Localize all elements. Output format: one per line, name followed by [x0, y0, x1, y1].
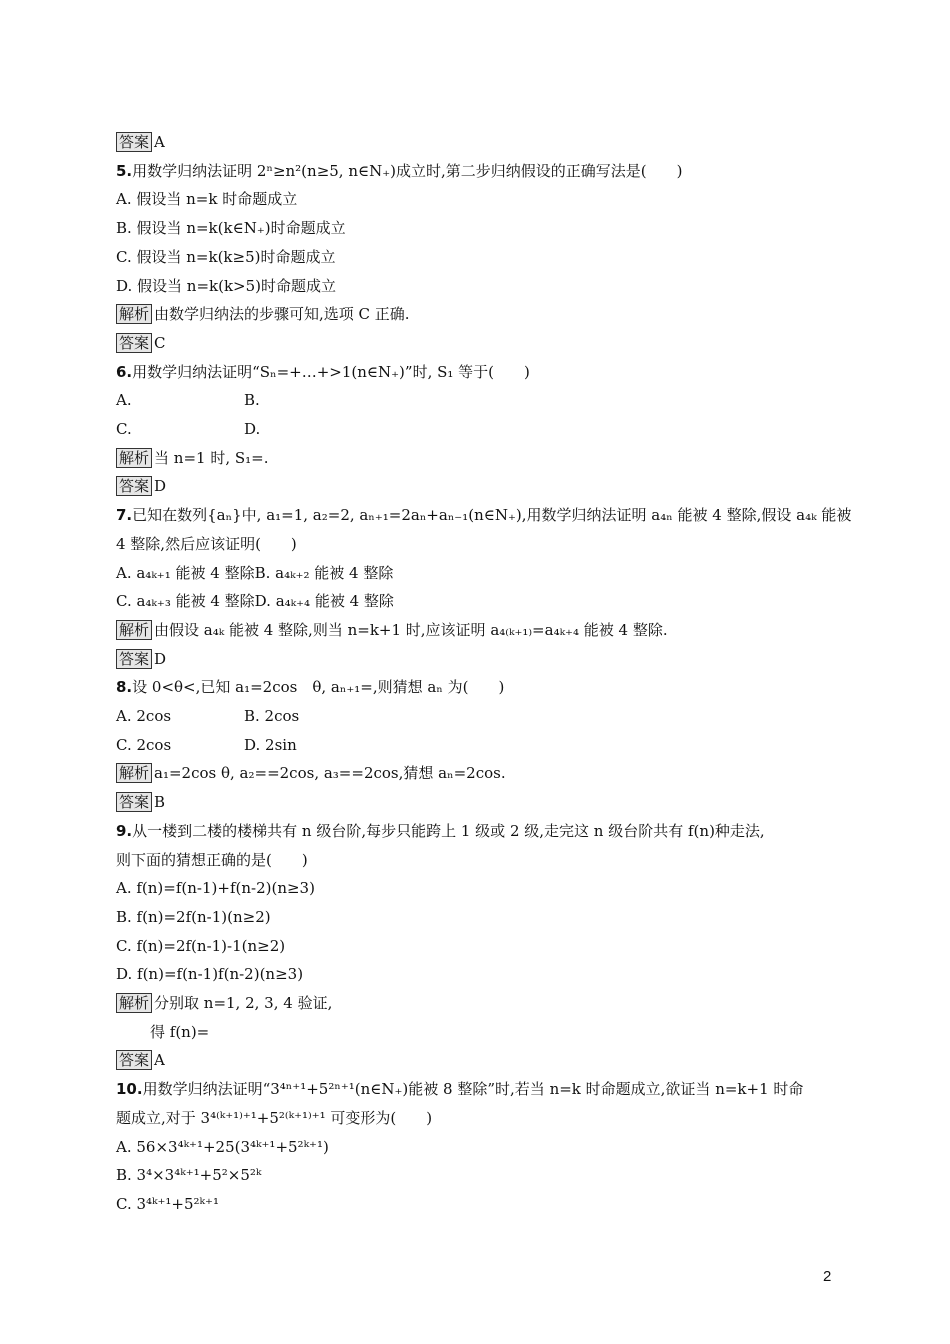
analysis-tag: 解析: [116, 993, 152, 1013]
text-line: [116, 419, 132, 439]
analysis-tag: 解析: [116, 448, 152, 468]
line-text: A: [154, 1051, 165, 1069]
question-number: 6.: [116, 363, 133, 381]
text-line: [116, 620, 668, 640]
line-text: a₁=2cos θ, a₂==2cos, a₃==2cos,猜想 aₙ=2cos.: [154, 764, 506, 782]
option-text: B.: [244, 391, 260, 409]
line-text: B. 假设当 n=k(k∈N₊)时命题成立: [116, 219, 346, 237]
text-line: [116, 1137, 329, 1157]
answer-tag: 答案: [116, 333, 152, 353]
line-text: 题成立,对于 3⁴⁽ᵏ⁺¹⁾⁺¹+5²⁽ᵏ⁺¹⁾⁺¹ 可变形为( ): [116, 1109, 433, 1127]
text-line: [116, 792, 165, 812]
text-line: [116, 247, 335, 267]
line-text: D: [154, 477, 167, 495]
text-line: [116, 936, 285, 956]
answer-tag: 答案: [116, 649, 152, 669]
line-text: B. f(n)=2f(n-1)(n≥2): [116, 908, 271, 926]
line-text: A. a₄ₖ₊₁ 能被 4 整除B. a₄ₖ₊₂ 能被 4 整除: [116, 564, 394, 582]
text-line: [116, 821, 765, 841]
line-text: 用数学归纳法证明“Sₙ=+…+>1(n∈N₊)”时, S₁ 等于( ): [132, 363, 530, 381]
text-line: [116, 706, 171, 726]
line-text: C. a₄ₖ₊₃ 能被 4 整除D. a₄ₖ₊₄ 能被 4 整除: [116, 592, 394, 610]
question-number: 8.: [116, 678, 133, 696]
text-line: [116, 649, 166, 669]
line-text: B. 3⁴×3⁴ᵏ⁺¹+5²×5²ᵏ: [116, 1166, 262, 1184]
text-line: [116, 1108, 432, 1128]
text-line: [116, 1165, 261, 1185]
line-text: 得 f(n)=: [150, 1023, 210, 1041]
text-line: [116, 132, 165, 152]
line-text: A. 56×3⁴ᵏ⁺¹+25(3⁴ᵏ⁺¹+5²ᵏ⁺¹): [116, 1138, 329, 1156]
text-line: [116, 1050, 165, 1070]
text-line: [116, 161, 682, 181]
line-text: C: [154, 334, 166, 352]
line-text: 分别取 n=1, 2, 3, 4 验证,: [154, 994, 333, 1012]
line-text: A. f(n)=f(n-1)+f(n-2)(n≥3): [116, 879, 315, 897]
answer-tag: 答案: [116, 476, 152, 496]
page-number: 2: [823, 1268, 832, 1285]
text-line: [116, 390, 132, 410]
text-line: [116, 448, 269, 468]
line-text: B: [154, 793, 166, 811]
line-text: 从一楼到二楼的楼梯共有 n 级台阶,每步只能跨上 1 级或 2 级,走完这 n 级台阶共有 f(n)种走法,: [132, 822, 765, 840]
analysis-tag: 解析: [116, 304, 152, 324]
question-number: 9.: [116, 822, 133, 840]
option-text: D. 2sin: [244, 736, 297, 754]
line-text: 设 0<θ<,已知 a₁=2cos θ, aₙ₊₁=,则猜想 aₙ 为( ): [132, 678, 505, 696]
line-text: C. 假设当 n=k(k≥5)时命题成立: [116, 248, 336, 266]
text-line: [116, 1194, 219, 1214]
line-text: 由假设 a₄ₖ 能被 4 整除,则当 n=k+1 时,应该证明 a₄₍ₖ₊₁₎=a₄ₖ₊₄ 能被 4 整除.: [154, 621, 668, 639]
text-line: [116, 362, 530, 382]
line-text: 已知在数列{aₙ}中, a₁=1, a₂=2, aₙ₊₁=2aₙ+aₙ₋₁(n∈N₊),用数学归纳法证明 a₄ₙ 能被 4 整除,假设 a₄ₖ 能被: [132, 506, 852, 524]
question-number: 10.: [116, 1080, 143, 1098]
text-line: [116, 907, 271, 927]
line-text: A. 2cos: [116, 707, 172, 725]
answer-tag: 答案: [116, 132, 152, 152]
line-text: C.: [116, 420, 132, 438]
option-text: B. 2cos: [244, 707, 300, 725]
text-line: [116, 276, 336, 296]
question-number: 5.: [116, 162, 133, 180]
text-line: [116, 333, 166, 353]
text-line: [116, 476, 166, 496]
text-line: [116, 878, 315, 898]
text-line: [116, 563, 393, 583]
text-line: [116, 964, 303, 984]
option-text: D.: [244, 420, 261, 438]
line-text: A. 假设当 n=k 时命题成立: [116, 190, 298, 208]
line-text: 用数学归纳法证明 2ⁿ≥n²(n≥5, n∈N₊)成立时,第二步归纳假设的正确写法是( ): [132, 162, 683, 180]
text-line: [116, 218, 346, 238]
text-line: [116, 591, 394, 611]
question-number: 7.: [116, 506, 133, 524]
text-line: [116, 993, 332, 1013]
text-line: [116, 763, 506, 783]
text-line: [116, 189, 297, 209]
text-line: [116, 1079, 803, 1099]
text-line: [150, 1022, 209, 1042]
answer-tag: 答案: [116, 792, 152, 812]
analysis-tag: 解析: [116, 620, 152, 640]
text-line: [116, 505, 851, 525]
text-line: [116, 850, 308, 870]
line-text: 由数学归纳法的步骤可知,选项 C 正确.: [154, 305, 410, 323]
line-text: A.: [116, 391, 132, 409]
line-text: 4 整除,然后应该证明( ): [116, 535, 297, 553]
text-line: [116, 304, 410, 324]
line-text: 用数学归纳法证明“3⁴ⁿ⁺¹+5²ⁿ⁺¹(n∈N₊)能被 8 整除”时,若当 n=k 时命题成立,欲证当 n=k+1 时命: [142, 1080, 804, 1098]
line-text: D. f(n)=f(n-1)f(n-2)(n≥3): [116, 965, 304, 983]
answer-tag: 答案: [116, 1050, 152, 1070]
line-text: D: [154, 650, 167, 668]
line-text: 当 n=1 时, S₁=.: [154, 449, 269, 467]
line-text: A: [154, 133, 165, 151]
analysis-tag: 解析: [116, 763, 152, 783]
line-text: 则下面的猜想正确的是( ): [116, 851, 308, 869]
line-text: C. 2cos: [116, 736, 172, 754]
line-text: C. 3⁴ᵏ⁺¹+5²ᵏ⁺¹: [116, 1195, 219, 1213]
text-line: [116, 677, 504, 697]
line-text: D. 假设当 n=k(k>5)时命题成立: [116, 277, 337, 295]
text-line: [116, 534, 297, 554]
text-line: [116, 735, 171, 755]
line-text: C. f(n)=2f(n-1)-1(n≥2): [116, 937, 286, 955]
